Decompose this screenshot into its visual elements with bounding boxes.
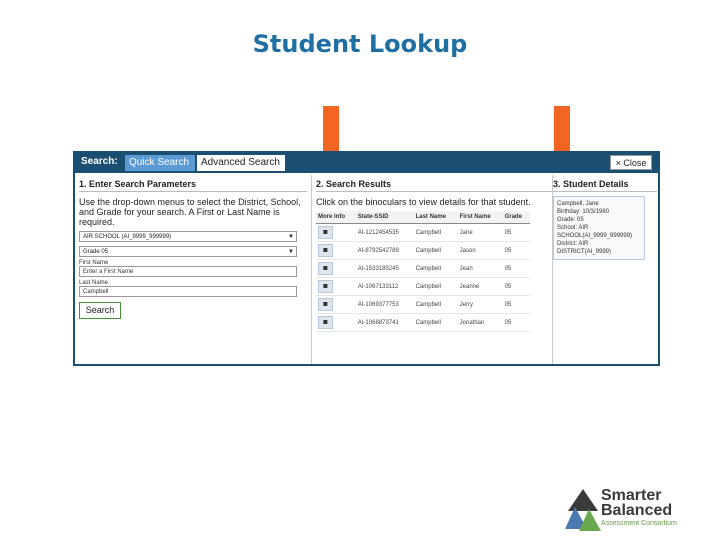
last-name-cell: Campbell <box>414 278 458 296</box>
first-name-cell: Jane <box>458 224 503 242</box>
binoculars-icon[interactable]: ◙ <box>318 244 333 257</box>
column-header: First Name <box>458 211 503 224</box>
last-name-input[interactable]: Campbell <box>79 286 297 297</box>
binoculars-icon[interactable]: ◙ <box>318 316 333 329</box>
search-topbar <box>75 153 658 173</box>
binoculars-icon[interactable]: ◙ <box>318 226 333 239</box>
slide-title: Student Lookup <box>252 30 468 58</box>
search-label: Search: <box>81 156 118 167</box>
panel-header: 2. Search Results <box>316 179 552 192</box>
search-parameters-panel <box>79 175 307 364</box>
binoculars-icon[interactable]: ◙ <box>318 262 333 275</box>
ssid-cell: AI-1069377753 <box>356 296 414 314</box>
student-lookup-window <box>73 151 660 366</box>
ssid-cell: AI-1067133112 <box>356 278 414 296</box>
grade-cell: 05 <box>503 224 530 242</box>
logo-text-balanced: Balanced <box>601 502 673 519</box>
grade-cell: 05 <box>503 260 530 278</box>
detail-line: Birthday: 10/3/1980 <box>557 209 610 215</box>
grade-select-value: Grade 05 <box>83 249 109 255</box>
search-results-panel <box>311 175 553 364</box>
tab-quick-search[interactable]: Quick Search <box>125 155 195 171</box>
first-name-cell: Jean <box>458 260 503 278</box>
table-row <box>316 242 530 260</box>
search-button[interactable]: Search <box>79 302 121 319</box>
last-name-cell: Campbell <box>414 296 458 314</box>
column-header: More Info <box>316 211 356 224</box>
panel-description: Click on the binoculars to view details for that student. <box>316 197 531 207</box>
student-details-box <box>553 196 645 260</box>
ssid-cell: AI-1068873741 <box>356 314 414 332</box>
results-table <box>316 211 530 332</box>
panel-description: Use the drop-down menus to select the District, School, and Grade for your search. A First or Last Name is required. <box>79 197 301 227</box>
table-row <box>316 278 530 296</box>
grade-cell: 05 <box>503 242 530 260</box>
detail-line: School: AIR SCHOOL(AI_9999_999999) <box>557 225 633 239</box>
student-details-panel <box>553 175 657 364</box>
school-select-value: AIR SCHOOL (AI_9999_999999) <box>83 234 172 240</box>
close-button[interactable]: × Close <box>610 155 652 170</box>
last-name-cell: Campbell <box>414 260 458 278</box>
table-row <box>316 296 530 314</box>
chevron-down-icon: ▼ <box>288 234 294 240</box>
last-name-cell: Campbell <box>414 224 458 242</box>
table-row <box>316 224 530 242</box>
column-header: State-SSID <box>356 211 414 224</box>
last-name-cell: Campbell <box>414 314 458 332</box>
ssid-cell: AI-8792542789 <box>356 242 414 260</box>
smarter-balanced-logo <box>565 487 715 537</box>
panel-header: 3. Student Details <box>553 179 657 192</box>
detail-line: Grade: 05 <box>557 217 584 223</box>
column-header: Last Name <box>414 211 458 224</box>
grade-cell: 05 <box>503 296 530 314</box>
first-name-cell: Jerry <box>458 296 503 314</box>
detail-line: Campbell, Jane <box>557 201 599 207</box>
last-name-cell: Campbell <box>414 242 458 260</box>
binoculars-icon[interactable]: ◙ <box>318 298 333 311</box>
first-name-input[interactable]: Enter a First Name <box>79 266 297 277</box>
table-row <box>316 314 530 332</box>
ssid-cell: AI-1212454535 <box>356 224 414 242</box>
ssid-cell: AI-1533185245 <box>356 260 414 278</box>
first-name-cell: Jonathan <box>458 314 503 332</box>
binoculars-icon[interactable]: ◙ <box>318 280 333 293</box>
first-name-cell: Jeanne <box>458 278 503 296</box>
logo-text-smarter: Smarter <box>601 487 662 504</box>
panel-header: 1. Enter Search Parameters <box>79 179 307 192</box>
table-row <box>316 260 530 278</box>
first-name-label: First Name <box>79 260 109 266</box>
logo-triangles-icon <box>565 489 601 533</box>
logo-text-consortium: Assessment Consortium <box>601 520 677 527</box>
school-select[interactable] <box>79 231 297 242</box>
grade-cell: 05 <box>503 278 530 296</box>
column-header: Grade <box>503 211 530 224</box>
last-name-label: Last Name <box>79 280 109 286</box>
grade-select[interactable] <box>79 246 297 257</box>
grade-cell: 05 <box>503 314 530 332</box>
chevron-down-icon: ▼ <box>288 249 294 255</box>
detail-line: District: AIR DISTRICT(AI_9999) <box>557 241 612 255</box>
first-name-cell: Jason <box>458 242 503 260</box>
tab-advanced-search[interactable]: Advanced Search <box>197 155 285 171</box>
